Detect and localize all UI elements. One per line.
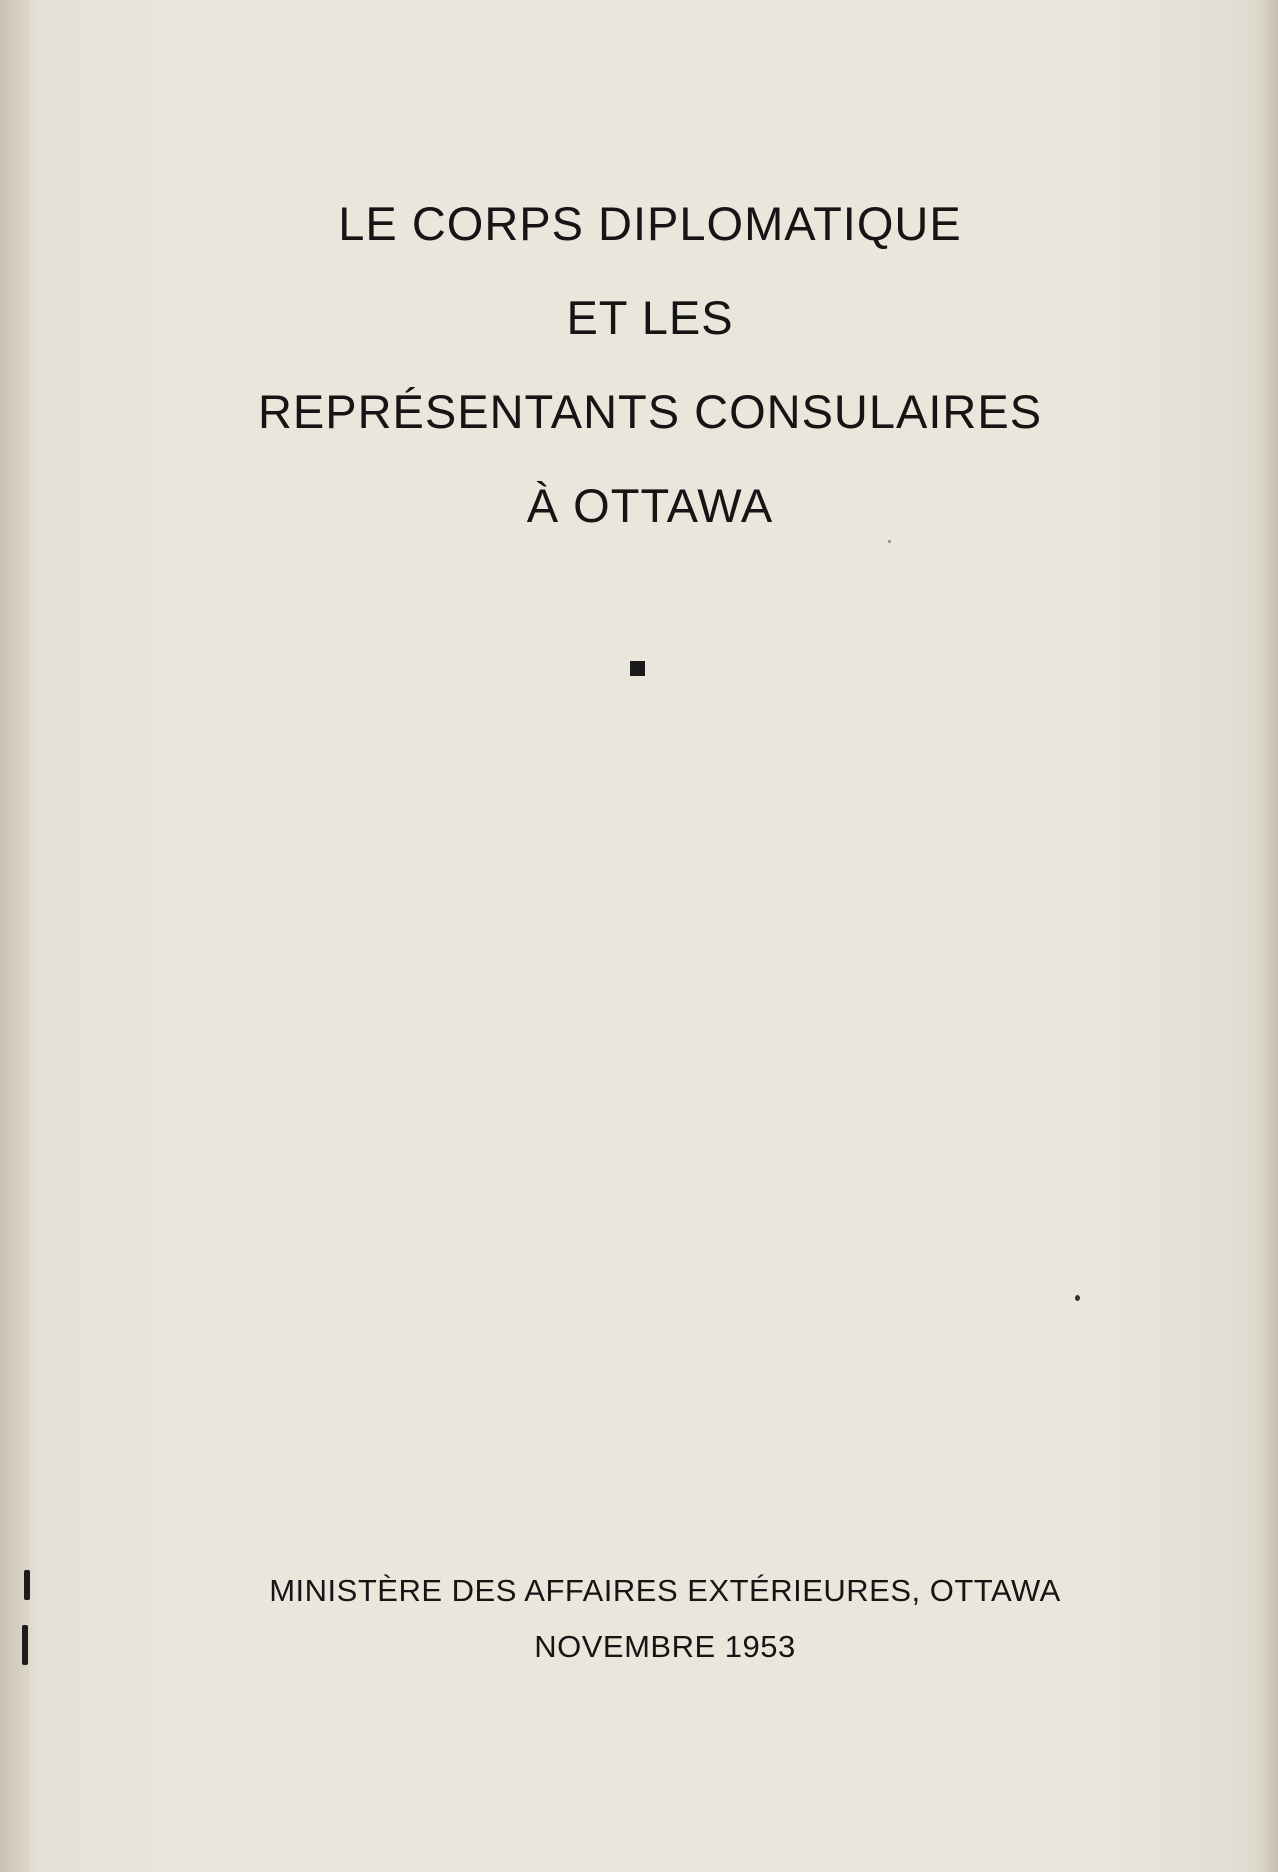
page-right-edge	[1260, 0, 1278, 1872]
title-block	[180, 197, 1120, 576]
paper-speck	[1075, 1295, 1080, 1301]
binding-mark	[24, 1570, 30, 1600]
title-line-4: À OTTAWA	[526, 479, 774, 532]
square-ornament	[630, 661, 645, 676]
title-line-3: REPRÉSENTANTS CONSULAIRES	[257, 385, 1043, 438]
paper-speck	[888, 540, 891, 543]
footer-block	[230, 1573, 1100, 1685]
title-line-1: LE CORPS DIPLOMATIQUE	[338, 197, 962, 250]
date-line: NOVEMBRE 1953	[534, 1629, 796, 1664]
title-line-2: ET LES	[566, 291, 734, 344]
publisher-line: MINISTÈRE DES AFFAIRES EXTÉRIEURES, OTTAWA	[269, 1573, 1061, 1608]
binding-mark	[22, 1625, 28, 1665]
